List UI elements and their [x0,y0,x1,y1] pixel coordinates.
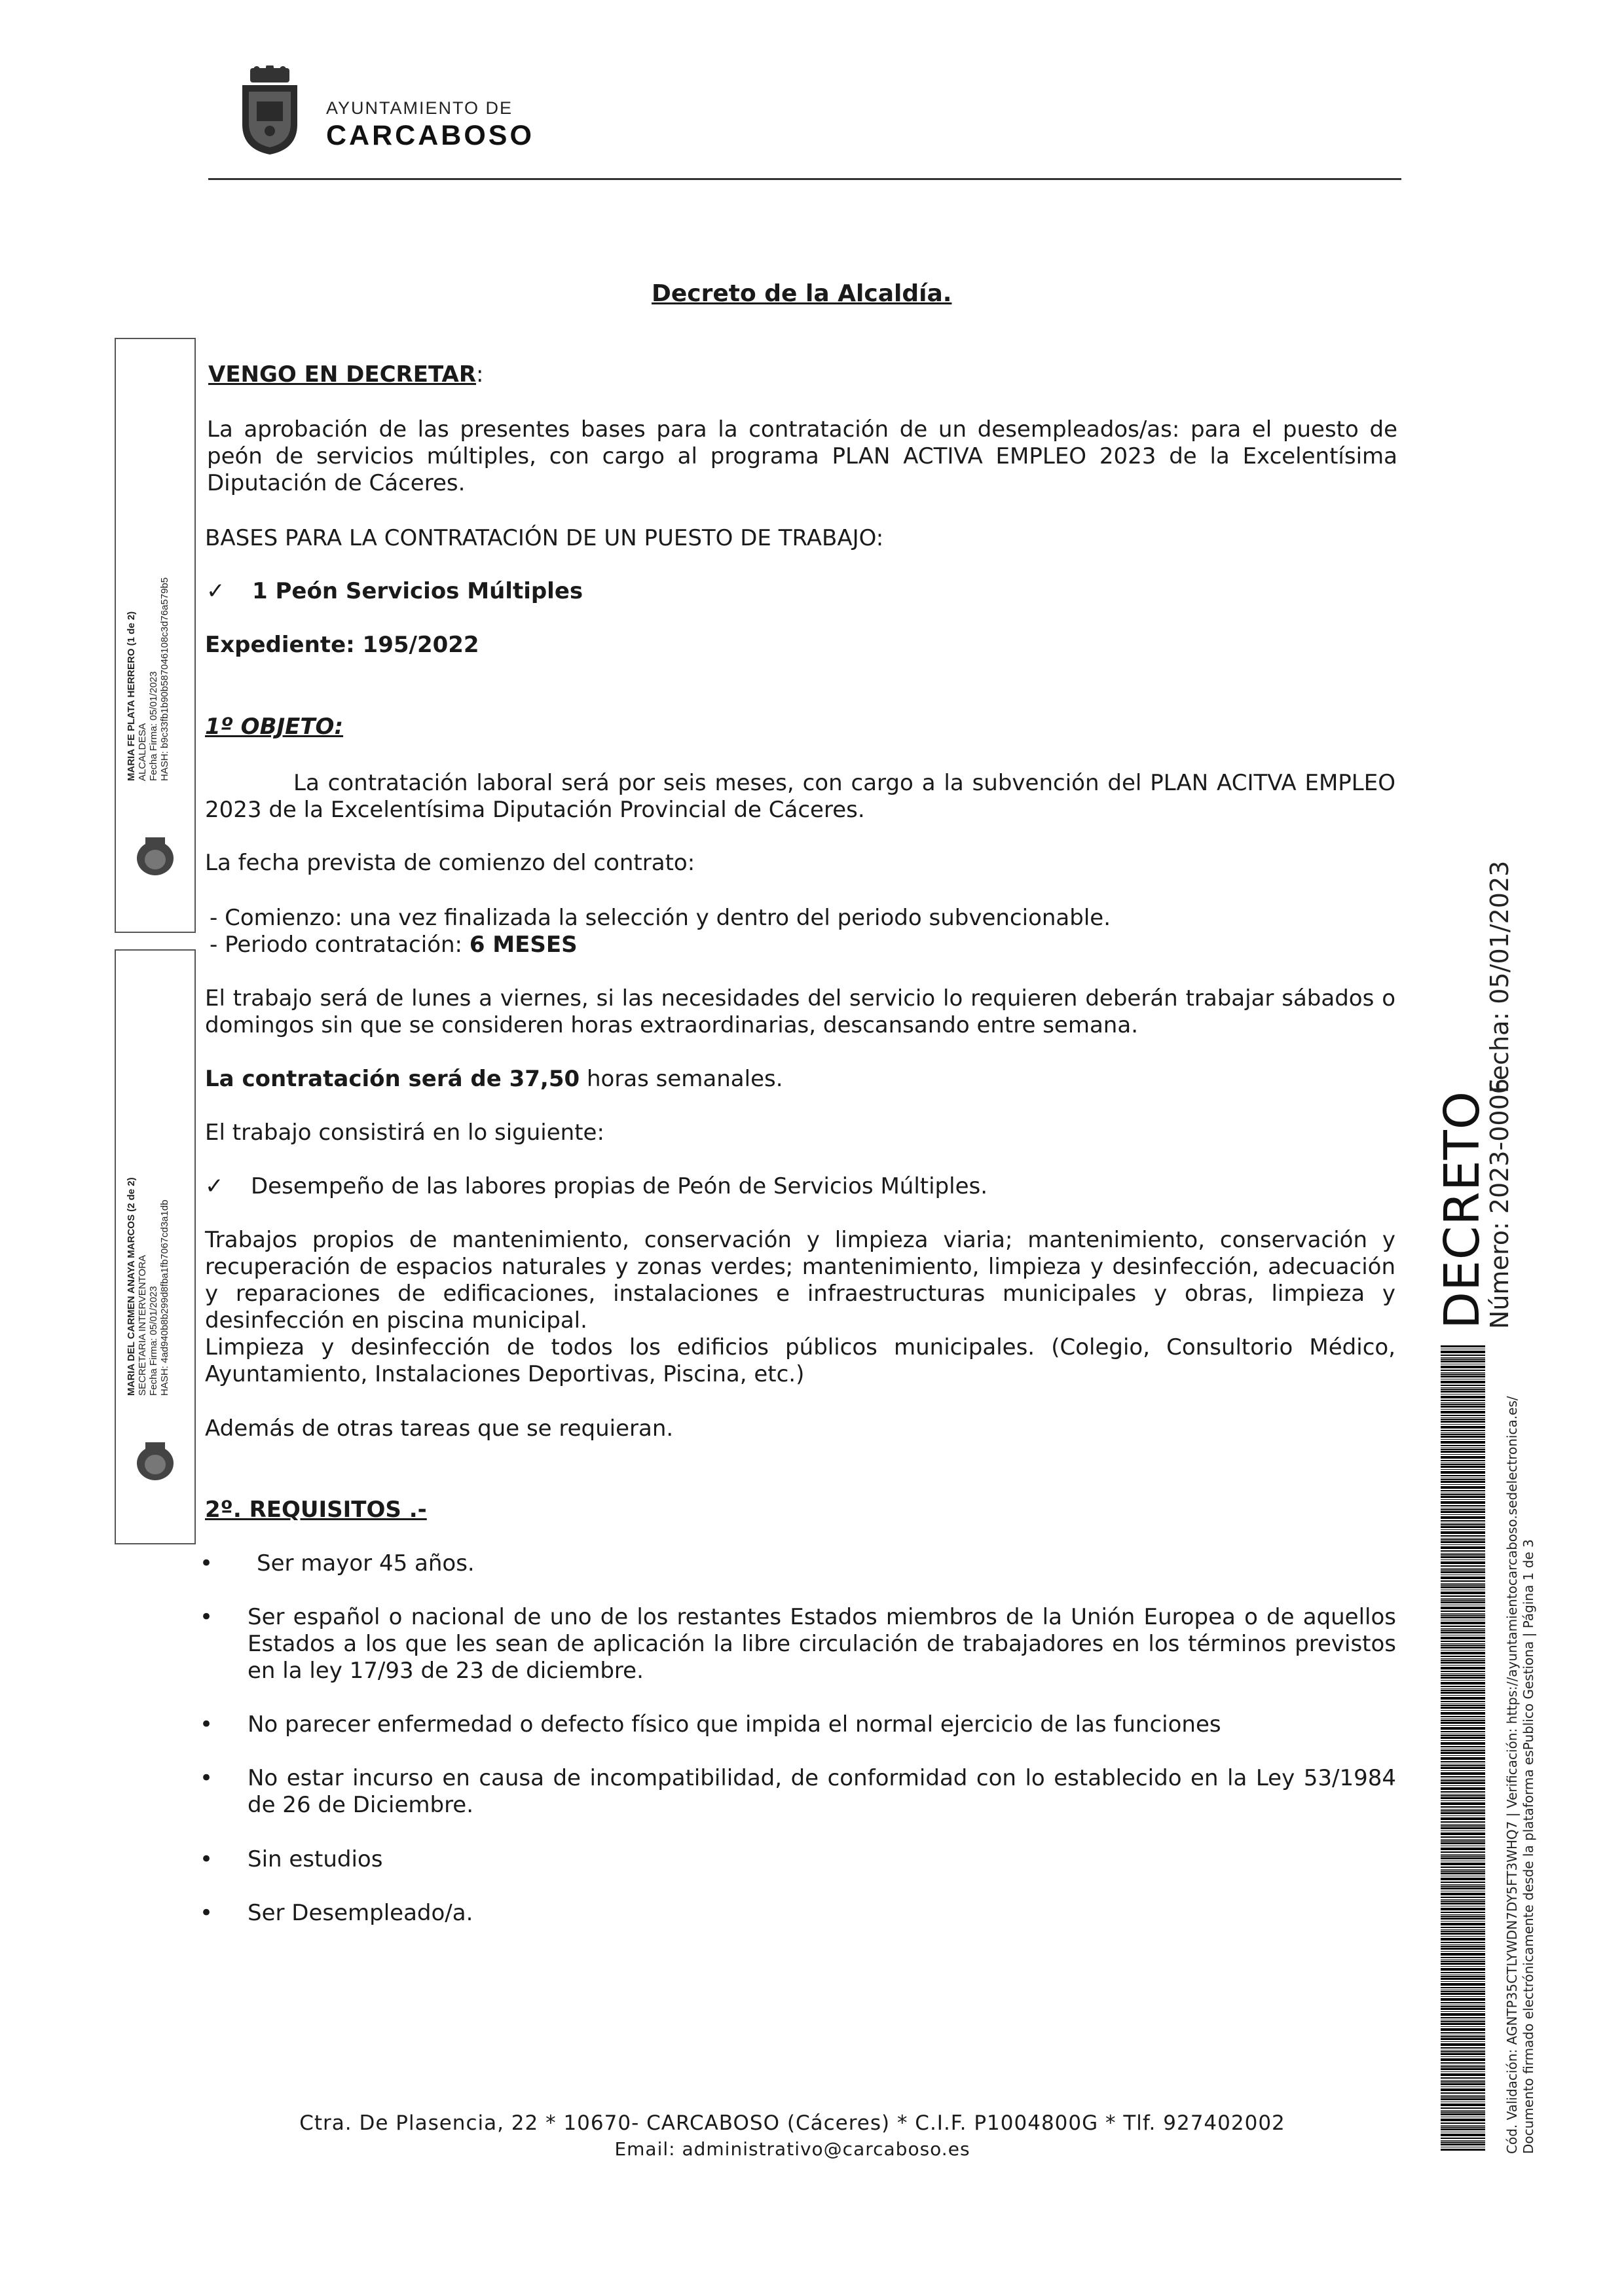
start-date-label: La fecha prevista de comienzo del contrato: [205,850,695,876]
signature-1-text [126,577,170,781]
bullet-icon: • [200,1711,213,1738]
signature-2-text [126,1177,170,1396]
schedule-paragraph: El trabajo será de lunes a viernes, si las necesidades del servicio lo requieren deberán trabajar sábados o domingos sin que se consideren horas extraordinarias, descansando entre semana. [205,985,1395,1038]
footer-email: Email: administrativo@carcaboso.es [614,2138,970,2160]
section1-heading: 1º OBJETO: [205,714,344,740]
signer-name: MARIA DEL CARMEN ANAYA MARCOS (2 de 2) [126,1177,137,1396]
signer-role: SECRETARIA INTERVENTORA [137,1254,148,1396]
page-title: Decreto de la Alcaldía. [652,280,952,307]
header-divider [208,178,1401,180]
tasks-paragraph: Trabajos propios de mantenimiento, conservación y limpieza viaria; mantenimiento, conservación y recuperación de espacios naturales y zonas verdes; mantenimiento, limpieza y desinfección, adecuación y reparaciones de edificaciones, instalaciones e infraestructuras municipales y obras, limpieza y desinfección en piscina municipal. [205,1227,1395,1334]
period-value: 6 MESES [469,932,578,958]
footer-address: Ctra. De Plasencia, 22 * 10670- CARCABOSO (Cáceres) * C.I.F. P1004800G * Tlf. 927402002 [299,2111,1285,2135]
signer-date: Fecha Firma: 05/01/2023 [148,1286,159,1396]
requirement-item: No estar incurso en causa de incompatibilidad, de conformidad con lo establecido en la Ley 53/1984 de 26 de Diciembre. [248,1765,1396,1818]
org-line-2: CARCABOSO [326,120,534,151]
requirement-item: Ser español o nacional de uno de los restantes Estados miembros de la Unión Europea o de aquellos Estados a los que les sean de aplicación la libre circulación de trabajadores en los términos previstos en la ley 17/93 de 23 de diciembre. [248,1604,1396,1684]
stamp-date: Fecha: 05/01/2023 [1485,860,1514,1093]
coat-of-arms-logo [237,65,303,157]
cleaning-paragraph: Limpieza y desinfección de todos los edificios públicos municipales. (Colegio, Consultorio Médico, Ayuntamiento, Instalaciones Deportivas, Piscina, etc.) [205,1334,1395,1387]
decree-heading-line [208,361,483,388]
signature-seal-icon [132,1438,178,1484]
period-label: - Periodo contratación: [210,932,470,958]
bases-heading: BASES PARA LA CONTRATACIÓN DE UN PUESTO DE TRABAJO: [205,525,884,551]
stamp-platform: Documento firmado electrónicamente desde la plataforma esPublico Gestiona | Página 1 de 3 [1521,1539,1536,2154]
signature-box-2 [115,949,196,1544]
bullet-icon: • [200,1550,213,1576]
start-item: - Comienzo: una vez finalizada la selección y dentro del periodo subvencionable. [210,905,1111,931]
others-line: Además de otras tareas que se requieran. [205,1415,674,1442]
expediente: Expediente: 195/2022 [205,632,479,658]
requirement-item: Ser mayor 45 años. [257,1550,475,1576]
stamp-validation: Cód. Validación: AGNTP35CTLYWDN7DY5FT3WHQ7 | Verificación: https://ayuntamientocarcaboso.sedelectronica.es/ [1504,1396,1520,2154]
requirement-item: No parecer enfermedad o defecto físico que impida el normal ejercicio de las funciones [248,1711,1221,1738]
signer-name: MARIA FE PLATA HERRERO (1 de 2) [126,611,137,781]
work-label: El trabajo consistirá en lo siguiente: [205,1120,604,1146]
bullet-icon: • [200,1604,213,1630]
stamp-decreto: DECRETO [1434,1090,1490,1329]
work-item: Desempeño de las labores propias de Peón de Servicios Múltiples. [251,1173,988,1199]
bullet-icon: • [200,1900,213,1926]
bullet-icon: • [200,1765,213,1791]
period-item [210,932,1400,958]
signer-date: Fecha Firma: 05/01/2023 [148,671,159,781]
requirement-item: Ser Desempleado/a. [248,1900,473,1926]
signer-hash: HASH: b9c33fb1b90b587046108c3d76a579b5 [159,577,170,781]
bullet-icon: • [200,1846,213,1872]
signature-seal-icon [132,833,178,879]
section1-paragraph [205,770,1395,824]
object-text: La contratación laboral será por seis meses, con cargo a la subvención del PLAN ACITVA EMPLEO 2023 de la Excelentísima Diputación Provincial de Cáceres. [205,770,1395,823]
job-title: 1 Peón Servicios Múltiples [252,578,583,604]
signer-role: ALCALDESA [137,723,148,781]
header-org [326,98,534,152]
barcode [1441,1345,1485,2151]
stamp-number: Número: 2023-0006 [1485,1078,1514,1329]
hours-line [205,1066,1395,1093]
decree-heading: VENGO EN DECRETAR [208,361,477,388]
check-icon: ✓ [205,1173,224,1199]
org-line-1: AYUNTAMIENTO DE [326,98,513,118]
check-icon: ✓ [206,578,225,604]
intro-paragraph: La aprobación de las presentes bases para la contratación de un desempleados/as: para el puesto de peón de servicios múltiples, con cargo al programa PLAN ACTIVA EMPLEO 2023 de la Excelentísima Diputación de Cáceres. [207,416,1397,496]
signer-hash: HASH: 4ad940b8b299d8fba1fb7067cd3a1db [159,1199,170,1396]
hours-bold: La contratación será de 37,50 [205,1066,580,1092]
decree-colon: : [476,361,484,388]
hours-rest: horas semanales. [580,1066,783,1092]
section2-heading: 2º. REQUISITOS .- [205,1497,427,1523]
job-line [206,578,583,604]
work-item-line [205,1173,987,1199]
requirement-item: Sin estudios [248,1846,383,1872]
signature-box-1 [115,338,196,933]
